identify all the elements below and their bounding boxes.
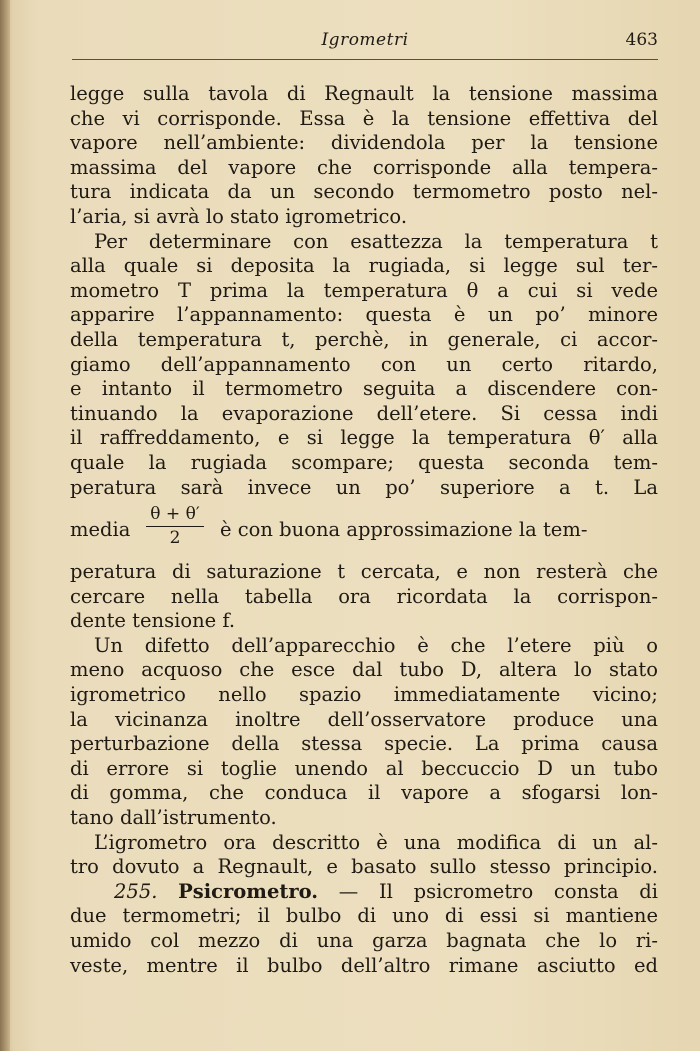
text-line: umido col mezzo di una garza bagnata che lo ri- — [70, 929, 658, 952]
section-title: Psicrometro. — [178, 879, 319, 903]
text-line: peratura sarà invece un po’ superiore a t. La — [70, 475, 658, 499]
text-line: igrometrico nello spazio immediatamente vicino; — [70, 683, 658, 707]
page-spine-shadow — [0, 0, 10, 1051]
fraction-denominator: 2 — [169, 528, 181, 549]
text-line: L’igrometro ora descritto è una modifica di un al- — [94, 830, 658, 854]
text-line: di gomma, che conduca il vapore a sfogarsi lon- — [70, 781, 658, 805]
formula-line — [70, 504, 658, 560]
formula-media-label: media — [70, 518, 131, 542]
text-line: la vicinanza inoltre dell’osservatore produce una — [70, 707, 658, 731]
section-line-rest: — Il psicrometro consta di — [338, 879, 658, 903]
text-line: alla quale si deposita la rugiada, si legge sul ter- — [70, 254, 658, 278]
text-line: l’aria, si avrà lo stato igrometrico. — [70, 204, 408, 228]
text-line: meno acquoso che esce dal tubo D, altera lo stato — [70, 658, 658, 682]
text-line: veste, mentre il bulbo dell’altro rimane asciutto ed — [70, 953, 658, 977]
text-line: Per determinare con esattezza la temperatura t — [94, 229, 658, 253]
text-line: massima del vapore che corrisponde alla tempera- — [70, 155, 658, 179]
section-number: 255. — [114, 879, 158, 903]
fraction — [146, 504, 204, 547]
text-line: giamo dell’appannamento con un certo ritardo, — [70, 352, 658, 376]
text-line: Un difetto dell’apparecchio è che l’etere più o — [94, 633, 658, 657]
text-line: quale la rugiada scompare; questa seconda tem- — [70, 450, 658, 474]
text-line: e intanto il termometro seguita a discendere con- — [70, 377, 658, 401]
page-header — [72, 30, 658, 56]
text-line: tura indicata da un secondo termometro posto nel- — [70, 180, 658, 204]
running-title: Igrometri — [321, 30, 409, 50]
text-line: di errore si toglie unendo al beccuccio D un tubo — [70, 756, 658, 780]
text-line: della temperatura t, perchè, in generale, ci accor- — [70, 327, 658, 351]
text-line: mometro T prima la temperatura θ a cui si vede — [70, 278, 658, 302]
formula-rest-text: è con buona approssimazione la tem- — [220, 518, 588, 542]
text-line: tinuando la evaporazione dell’etere. Si cessa indi — [70, 401, 658, 425]
text-line: legge sulla tavola di Regnault la tensione massima — [70, 82, 658, 105]
text-line: che vi corrisponde. Essa è la tensione effettiva del — [70, 106, 658, 130]
text-line: apparire l’appannamento: questa è un po’ minore — [70, 303, 658, 327]
page-body — [70, 82, 658, 978]
text-line: cercare nella tabella ora ricordata la corrispon- — [70, 584, 658, 608]
text-line: dente tensione f. — [70, 609, 236, 633]
page-number: 463 — [625, 30, 658, 50]
section-heading-line — [70, 880, 658, 905]
fraction-numerator: θ + θ′ — [150, 504, 200, 525]
text-line: perturbazione della stessa specie. La prima causa — [70, 732, 658, 756]
text-line: tano dall’istrumento. — [70, 806, 277, 830]
text-line: tro dovuto a Regnault, e basato sullo stesso principio. — [70, 855, 658, 879]
text-line: vapore nell’ambiente: dividendola per la tensione — [70, 131, 658, 155]
text-line: peratura di saturazione t cercata, e non resterà che — [70, 560, 658, 584]
header-rule — [72, 59, 658, 60]
text-line: il raffreddamento, e si legge la temperatura θ′ alla — [70, 426, 658, 450]
fraction-bar — [146, 526, 204, 527]
text-line: due termometri; il bulbo di uno di essi si mantiene — [70, 904, 658, 928]
